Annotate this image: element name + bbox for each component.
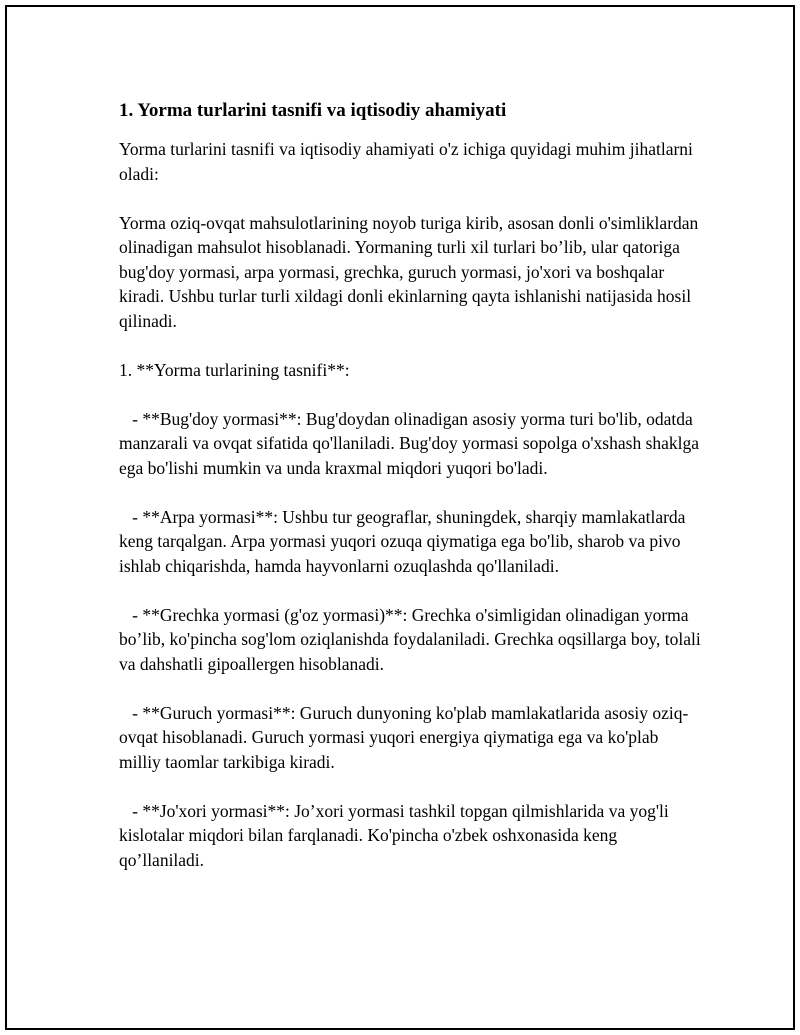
section-heading: 1. **Yorma turlarining tasnifi**: xyxy=(119,359,350,380)
body-paragraph: Yorma oziq-ovqat mahsulotlarining noyob turiga kirib, asosan donli o'simliklardan olinadigan mahsulot hisoblanadi. Yormaning turli xil turlari bo’lib, ular qatoriga bug'doy yormasi, arpa yormasi, grechka, guruch yormasi, jo'xori va boshqalar kiradi. Ushbu turlar turli xildagi donli ekinlarning qayta ishlanishi natijasida hosil qilinadi. xyxy=(119,212,703,331)
document-content xyxy=(119,99,704,872)
paragraph-spacer xyxy=(119,578,704,603)
list-item-grechka: - **Grechka yormasi (g'oz yormasi)**: Grechka o'simligidan olinadigan yorma bo’lib, ko'pincha sog'lom oziqlanishda foydalaniladi. Grechka oqsillarga boy, tolali va dahshatli gipoallergen hisoblanadi. xyxy=(119,604,706,674)
paragraph-spacer xyxy=(119,480,704,505)
document-page xyxy=(5,5,795,1030)
list-item-guruch: - **Guruch yormasi**: Guruch dunyoning ko'plab mamlakatlarida asosiy oziq-ovqat hisoblanadi. Guruch yormasi yuqori energiya qiymatiga ega va ko'plab milliy taomlar tarkibiga kiradi. xyxy=(119,702,689,772)
intro-paragraph: Yorma turlarini tasnifi va iqtisodiy ahamiyati o'z ichiga quyidagi muhim jihatlarni oladi: xyxy=(119,139,698,184)
paragraph-spacer xyxy=(119,774,704,799)
paragraph-spacer xyxy=(119,186,704,211)
paragraph-spacer xyxy=(119,676,704,701)
list-item-arpa: - **Arpa yormasi**: Ushbu tur geograflar, shuningdek, sharqiy mamlakatlarda keng tarqalgan. Arpa yormasi yuqori ozuqa qiymatiga ega bo'lib, sharob va pivo ishlab chiqarishda, hamda hayvonlarni ozuqlashda qo'llaniladi. xyxy=(119,506,690,576)
list-item-bugdoy: - **Bug'doy yormasi**: Bug'doydan olinadigan asosiy yorma turi bo'lib, odatda manzarali va ovqat sifatida qo'llaniladi. Bug'doy yormasi sopolga o'xshash shaklga ega bo'lishi mumkin va unda kraxmal miqdori yuqori bo'ladi. xyxy=(119,408,704,478)
paragraph-spacer xyxy=(119,382,704,407)
document-title: 1. Yorma turlarini tasnifi va iqtisodiy ahamiyati xyxy=(119,100,507,121)
paragraph-spacer xyxy=(119,333,704,358)
list-item-joxori: - **Jo'xori yormasi**: Jo’xori yormasi tashkil topgan qilmishlarida va yog'li kislotalar miqdori bilan farqlanadi. Ko'pincha o'zbek oshxonasida keng qo’llaniladi. xyxy=(119,800,674,870)
